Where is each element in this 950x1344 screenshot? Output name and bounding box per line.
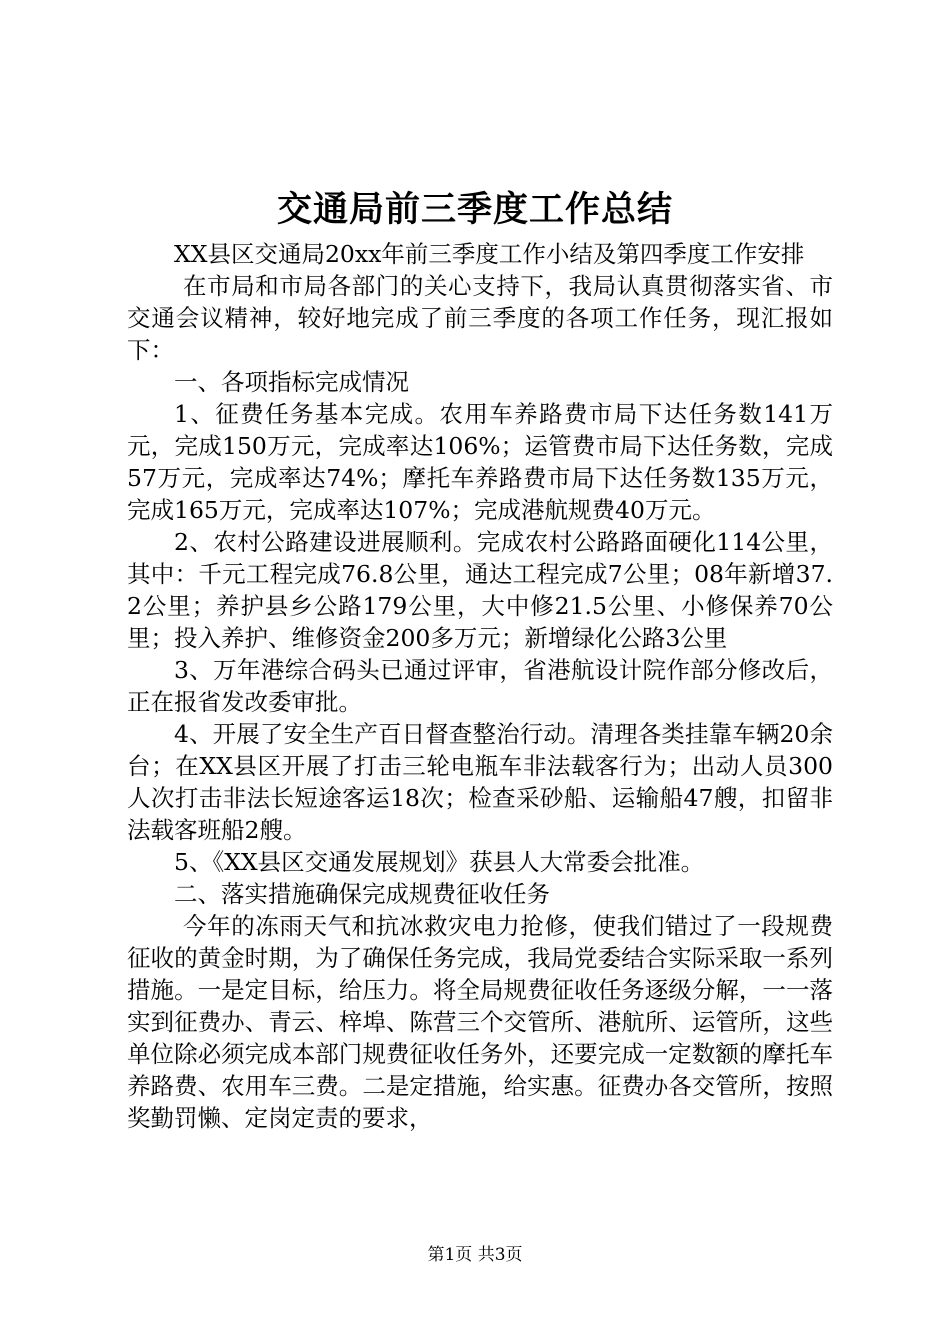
paragraph-item-2: 2、农村公路建设进展顺利。完成农村公路路面硬化114公里，其中：千元工程完成76.8公里，通达工程完成7公里；08年新增37.2公里；养护县乡公路179公里，大中修21.5公里、小修保养70公里；投入养护、维修资金200多万元；新增绿化公路3公里 [127, 528, 833, 652]
paragraph-item-4: 4、开展了安全生产百日督查整治行动。清理各类挂靠车辆20余台；在XX县区开展了打击三轮电瓶车非法载客行为；出动人员300人次打击非法长短途客运18次；检查采砂船、运输船47艘，扣留非法载客班船2艘。 [127, 720, 833, 844]
section-heading-1: 一、各项指标完成情况 [174, 368, 409, 396]
document-title: 交通局前三季度工作总结 [276, 189, 673, 230]
page-footer: 第1页 共3页 [427, 1245, 523, 1265]
document-body [127, 238, 833, 1134]
paragraph-item-5: 5、《XX县区交通发展规划》获县人大常委会批准。 [174, 848, 705, 876]
paragraph-intro: 在市局和市局各部门的关心支持下，我局认真贯彻落实省、市交通会议精神，较好地完成了前三季度的各项工作任务，现汇报如下： [127, 272, 833, 364]
paragraph-item-3: 3、万年港综合码头已通过评审，省港航设计院作部分修改后，正在报省发改委审批。 [127, 656, 833, 716]
paragraph-subtitle: XX县区交通局20xx年前三季度工作小结及第四季度工作安排 [174, 240, 805, 268]
paragraph-item-1: 1、征费任务基本完成。农用车养路费市局下达任务数141万元，完成150万元，完成率达106%；运管费市局下达任务数，完成57万元，完成率达74%；摩托车养路费市局下达任务数135万元，完成165万元，完成率达107%；完成港航规费40万元。 [127, 400, 833, 524]
section-heading-2: 二、落实措施确保完成规费征收任务 [174, 880, 550, 908]
paragraph-measures: 今年的冻雨天气和抗冰救灾电力抢修，使我们错过了一段规费征收的黄金时期，为了确保任务完成，我局党委结合实际采取一系列措施。一是定目标，给压力。将全局规费征收任务逐级分解，一一落实到征费办、青云、梓埠、陈营三个交管所、港航所、运管所，这些单位除必须完成本部门规费征收任务外，还要完成一定数额的摩托车养路费、农用车三费。二是定措施，给实惠。征费办各交管所，按照奖勤罚懒、定岗定责的要求， [127, 912, 833, 1132]
